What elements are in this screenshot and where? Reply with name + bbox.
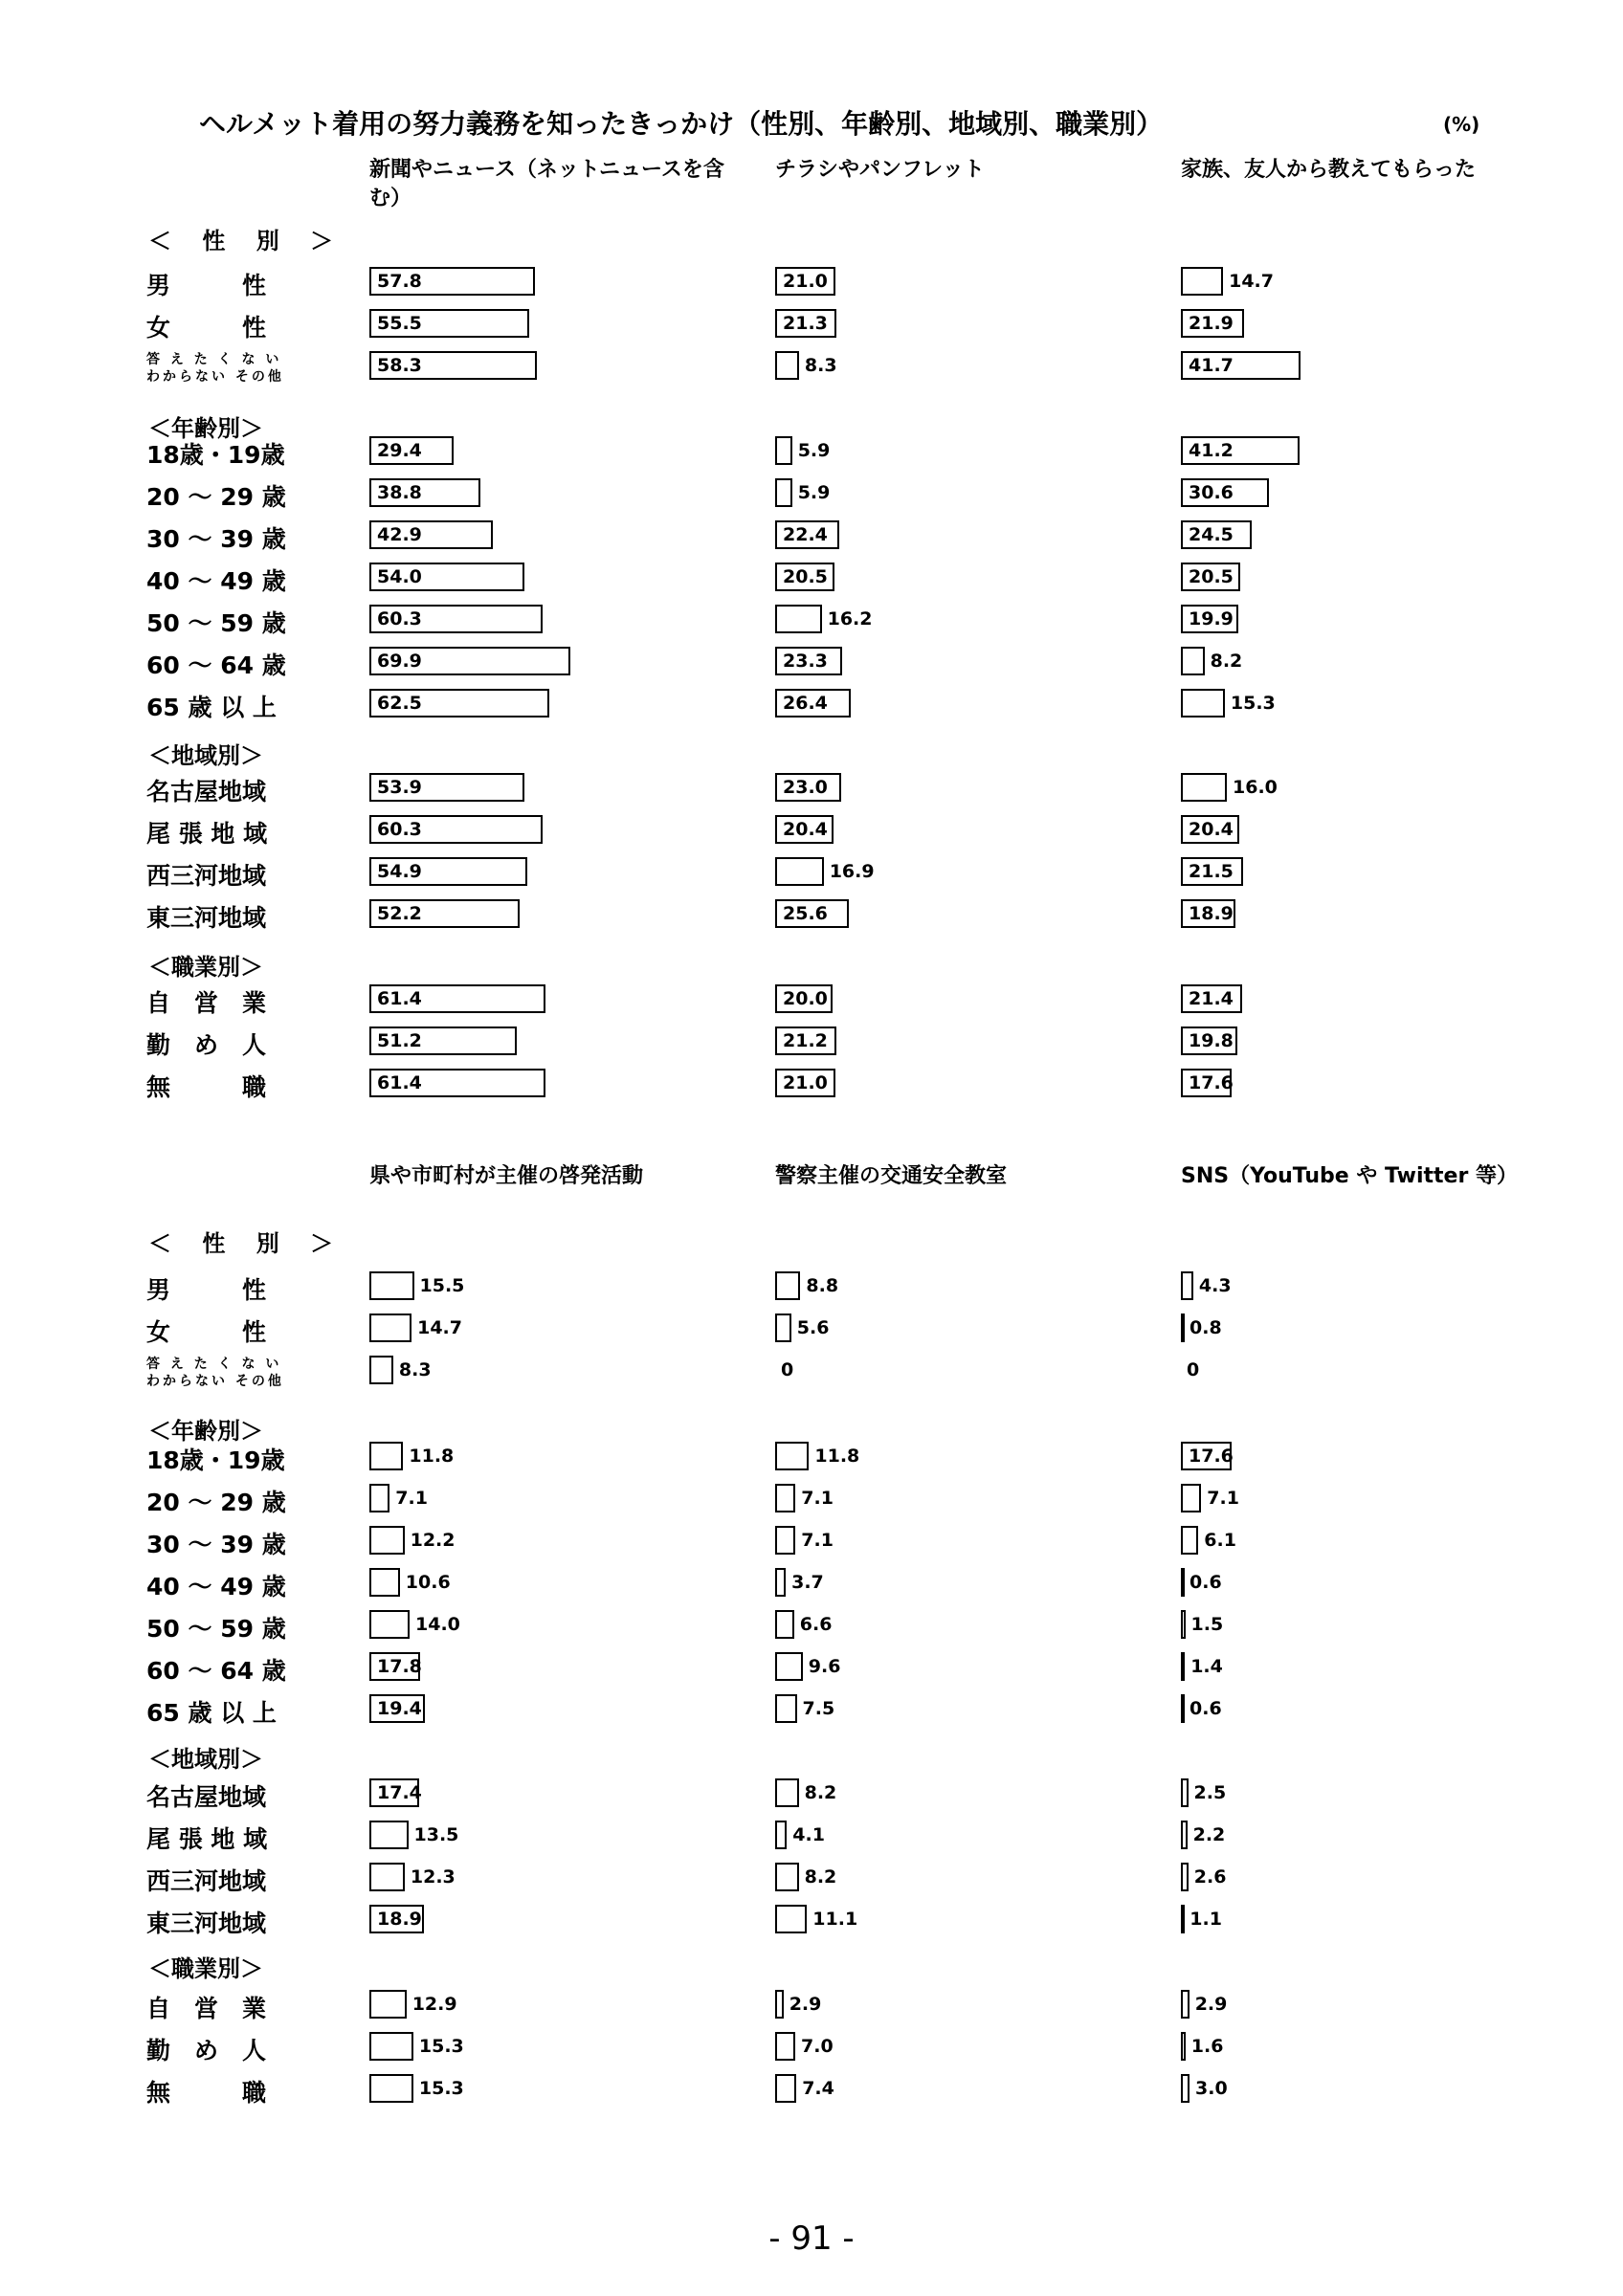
data-label: 14.0 (415, 1614, 460, 1635)
row-label: 尾 張 地 域 (146, 1825, 268, 1853)
bar (775, 1568, 786, 1597)
data-label: 55.5 (377, 313, 422, 334)
bar (369, 1271, 414, 1300)
data-label: 21.2 (783, 1030, 828, 1051)
bar (1181, 1990, 1189, 2019)
bar (1181, 1694, 1185, 1723)
row-label: 60 ～ 64 歳 (146, 651, 286, 679)
bar (775, 605, 822, 633)
data-label: 52.2 (377, 903, 422, 924)
data-label: 23.0 (783, 777, 828, 798)
data-label: 10.6 (405, 1572, 451, 1593)
bar (1181, 689, 1225, 718)
data-label: 20.4 (1189, 819, 1234, 840)
bar (369, 1863, 405, 1891)
data-label: 2.2 (1192, 1824, 1226, 1845)
data-label: 2.9 (789, 1994, 822, 2015)
group-heading: ＜地域別＞ (148, 742, 263, 769)
bar (1181, 647, 1205, 675)
row-label: 18歳・19歳 (146, 441, 285, 469)
row-label (146, 1356, 284, 1390)
bar (775, 1271, 800, 1300)
data-label: 61.4 (377, 1072, 422, 1093)
data-label: 19.4 (377, 1698, 422, 1719)
data-label: 8.8 (806, 1275, 839, 1296)
bar (1181, 1778, 1189, 1807)
row-label: 女 性 (146, 314, 267, 342)
data-label: 0.6 (1189, 1698, 1222, 1719)
data-label: 51.2 (377, 1030, 422, 1051)
data-label: 0.8 (1189, 1317, 1222, 1338)
bar (1181, 1652, 1185, 1681)
data-label: 15.5 (419, 1275, 465, 1296)
data-label: 30.6 (1189, 482, 1234, 503)
row-label: 自 営 業 (146, 989, 267, 1017)
data-label: 61.4 (377, 988, 422, 1009)
data-label: 41.2 (1189, 440, 1234, 461)
bar (775, 1863, 799, 1891)
group-heading: ＜職業別＞ (148, 1955, 263, 1982)
row-label (146, 351, 284, 386)
data-label: 2.5 (1193, 1782, 1227, 1803)
data-label: 7.0 (801, 2036, 834, 2057)
data-label: 13.5 (413, 1824, 459, 1845)
data-label: 18.9 (377, 1909, 422, 1930)
data-label: 19.9 (1189, 608, 1234, 629)
bar (1181, 1484, 1201, 1512)
bar (1181, 1821, 1188, 1849)
series-header: 新聞やニュース（ネットニュースを含む） (369, 158, 724, 210)
row-label-line: 答 え た く な い (146, 352, 282, 367)
series-header: チラシやパンフレット (775, 158, 985, 182)
data-label: 8.2 (804, 1782, 837, 1803)
bar (369, 1610, 410, 1639)
data-label: 1.5 (1190, 1614, 1224, 1635)
series-header: 家族、友人から教えてもらった (1181, 158, 1477, 182)
data-label: 20.4 (783, 819, 828, 840)
data-label: 1.6 (1190, 2036, 1224, 2057)
bar (775, 351, 799, 380)
bar (369, 2074, 413, 2103)
data-label: 17.6 (1189, 1072, 1234, 1093)
data-label: 20.5 (783, 566, 828, 587)
data-label: 2.9 (1194, 1994, 1228, 2015)
data-label: 0 (781, 1359, 794, 1380)
row-label: 名古屋地域 (146, 778, 267, 806)
data-label: 6.6 (799, 1614, 833, 1635)
data-label: 7.1 (801, 1488, 834, 1509)
data-label: 16.0 (1233, 777, 1278, 798)
data-label: 23.3 (783, 651, 828, 672)
data-label: 12.3 (410, 1866, 456, 1888)
row-label: 無 職 (146, 1073, 267, 1101)
row-label: 名古屋地域 (146, 1783, 267, 1811)
bar (775, 1990, 784, 2019)
data-label: 15.3 (1230, 693, 1276, 714)
group-heading: ＜地域別＞ (148, 1746, 263, 1773)
chart-title: ヘルメット着用の努力義務を知ったきっかけ（性別、年齢別、地域別、職業別） (199, 108, 1164, 140)
row-label: 尾 張 地 域 (146, 820, 268, 848)
data-label: 62.5 (377, 693, 422, 714)
data-label: 3.7 (791, 1572, 824, 1593)
row-label: 50 ～ 59 歳 (146, 609, 286, 637)
data-label: 60.3 (377, 608, 422, 629)
data-label: 20.0 (783, 988, 828, 1009)
data-label: 60.3 (377, 819, 422, 840)
row-label: 自 営 業 (146, 1995, 267, 2022)
data-label: 8.3 (804, 355, 837, 376)
data-label: 69.9 (377, 651, 422, 672)
data-label: 38.8 (377, 482, 422, 503)
row-label: 40 ～ 49 歳 (146, 567, 286, 595)
series-header: SNS（YouTube や Twitter 等） (1181, 1164, 1518, 1188)
row-label: 50 ～ 59 歳 (146, 1615, 286, 1643)
data-label: 7.1 (395, 1488, 428, 1509)
series-header: 県や市町村が主催の啓発活動 (369, 1164, 644, 1188)
row-label: 20 ～ 29 歳 (146, 483, 286, 511)
bar (775, 1526, 795, 1555)
data-label: 7.1 (1207, 1488, 1239, 1509)
data-label: 15.3 (418, 2078, 464, 2099)
bar (775, 2074, 796, 2103)
row-label: 無 職 (146, 2079, 267, 2107)
data-label: 21.5 (1189, 861, 1234, 882)
bar (369, 1568, 400, 1597)
bar (1181, 1314, 1185, 1342)
bar (1181, 1526, 1198, 1555)
row-label-line: 答 え た く な い (146, 1357, 282, 1372)
bar (369, 2032, 413, 2061)
bar (1181, 2074, 1189, 2103)
row-label: 勤 め 人 (146, 1031, 267, 1059)
data-label: 5.6 (796, 1317, 830, 1338)
data-label: 54.0 (377, 566, 422, 587)
data-label: 14.7 (1229, 271, 1274, 292)
data-label: 42.9 (377, 524, 422, 545)
group-heading: ＜年齢別＞ (148, 415, 263, 442)
data-label: 2.6 (1193, 1866, 1227, 1888)
data-label: 21.4 (1189, 988, 1234, 1009)
bar (369, 1442, 403, 1470)
bar (1181, 773, 1227, 802)
data-label: 26.4 (783, 693, 828, 714)
bar (1181, 267, 1223, 296)
bar (369, 1990, 407, 2019)
data-label: 11.1 (812, 1909, 858, 1930)
bar (1181, 1610, 1186, 1639)
row-label: 20 ～ 29 歳 (146, 1489, 286, 1516)
data-label: 5.9 (797, 440, 831, 461)
bar (775, 1652, 803, 1681)
data-label: 21.3 (783, 313, 828, 334)
data-label: 24.5 (1189, 524, 1234, 545)
data-label: 1.1 (1189, 1909, 1222, 1930)
group-heading: ＜年齢別＞ (148, 1418, 263, 1445)
bar (369, 1484, 389, 1512)
bar (775, 1905, 807, 1933)
page-number: - 91 - (768, 2219, 855, 2258)
row-label: 65 歳 以 上 (146, 1699, 277, 1727)
data-label: 7.1 (801, 1530, 834, 1551)
bar (369, 1821, 409, 1849)
data-label: 25.6 (783, 903, 828, 924)
group-heading: ＜ 性 別 ＞ (148, 228, 345, 254)
group-heading: ＜ 性 別 ＞ (148, 1230, 345, 1257)
data-label: 17.8 (377, 1656, 422, 1677)
data-label: 12.9 (411, 1994, 457, 2015)
row-label: 65 歳 以 上 (146, 694, 277, 721)
data-label: 6.1 (1204, 1530, 1236, 1551)
data-label: 15.3 (418, 2036, 464, 2057)
row-label: 男 性 (146, 1276, 267, 1304)
row-label: 男 性 (146, 272, 267, 299)
row-label: 30 ～ 39 歳 (146, 1531, 286, 1558)
data-label: 58.3 (377, 355, 422, 376)
bar (775, 2032, 795, 2061)
data-label: 16.2 (827, 608, 873, 629)
bar (775, 1694, 797, 1723)
bar (775, 1314, 791, 1342)
bar (1181, 1568, 1185, 1597)
bar (369, 1526, 405, 1555)
row-label: 女 性 (146, 1318, 267, 1346)
data-label: 17.6 (1189, 1446, 1234, 1467)
bar (775, 478, 792, 507)
data-label: 29.4 (377, 440, 422, 461)
bar (1181, 1905, 1185, 1933)
data-label: 16.9 (829, 861, 875, 882)
data-label: 17.4 (377, 1782, 422, 1803)
row-label: 30 ～ 39 歳 (146, 525, 286, 553)
data-label: 3.0 (1195, 2078, 1228, 2099)
bar (775, 857, 824, 886)
data-label: 19.8 (1189, 1030, 1234, 1051)
row-label: 18歳・19歳 (146, 1446, 285, 1474)
row-label: 東三河地域 (146, 1910, 267, 1937)
data-label: 57.8 (377, 271, 422, 292)
data-label: 8.2 (804, 1866, 837, 1888)
data-label: 4.3 (1198, 1275, 1232, 1296)
data-label: 54.9 (377, 861, 422, 882)
data-label: 9.6 (808, 1656, 841, 1677)
data-label: 20.5 (1189, 566, 1234, 587)
bar (1181, 1863, 1189, 1891)
bar (775, 1610, 794, 1639)
row-label: 西三河地域 (146, 1867, 267, 1895)
data-label: 8.2 (1210, 651, 1243, 672)
data-label: 7.5 (802, 1698, 835, 1719)
data-label: 11.8 (814, 1446, 860, 1467)
row-label: 東三河地域 (146, 904, 267, 932)
bar (775, 1484, 795, 1512)
data-label: 53.9 (377, 777, 422, 798)
series-header: 警察主催の交通安全教室 (775, 1164, 1008, 1188)
row-label-line: わからない その他 (146, 1374, 284, 1389)
data-label: 21.0 (783, 1072, 828, 1093)
data-label: 4.1 (792, 1824, 825, 1845)
unit-label: (%) (1443, 113, 1480, 136)
data-label: 14.7 (417, 1317, 462, 1338)
row-label: 40 ～ 49 歳 (146, 1573, 286, 1601)
data-label: 11.8 (409, 1446, 455, 1467)
data-label: 41.7 (1189, 355, 1234, 376)
bar (369, 1356, 393, 1384)
data-label: 12.2 (410, 1530, 456, 1551)
data-label: 7.4 (802, 2078, 834, 2099)
bar (775, 1442, 809, 1470)
bar (369, 1314, 411, 1342)
bar (775, 436, 792, 465)
bar (775, 1821, 787, 1849)
data-label: 0.6 (1189, 1572, 1222, 1593)
row-label-line: わからない その他 (146, 369, 284, 385)
data-label: 1.4 (1190, 1656, 1223, 1677)
data-label: 0 (1187, 1359, 1200, 1380)
data-label: 21.0 (783, 271, 828, 292)
data-label: 21.9 (1189, 313, 1234, 334)
data-label: 18.9 (1189, 903, 1234, 924)
bar (1181, 1271, 1193, 1300)
data-label: 5.9 (797, 482, 831, 503)
bar (1181, 2032, 1186, 2061)
row-label: 60 ～ 64 歳 (146, 1657, 286, 1685)
row-label: 勤 め 人 (146, 2037, 267, 2064)
bar (775, 1778, 799, 1807)
data-label: 22.4 (783, 524, 828, 545)
data-label: 8.3 (398, 1359, 432, 1380)
group-heading: ＜職業別＞ (148, 954, 263, 981)
row-label: 西三河地域 (146, 862, 267, 890)
